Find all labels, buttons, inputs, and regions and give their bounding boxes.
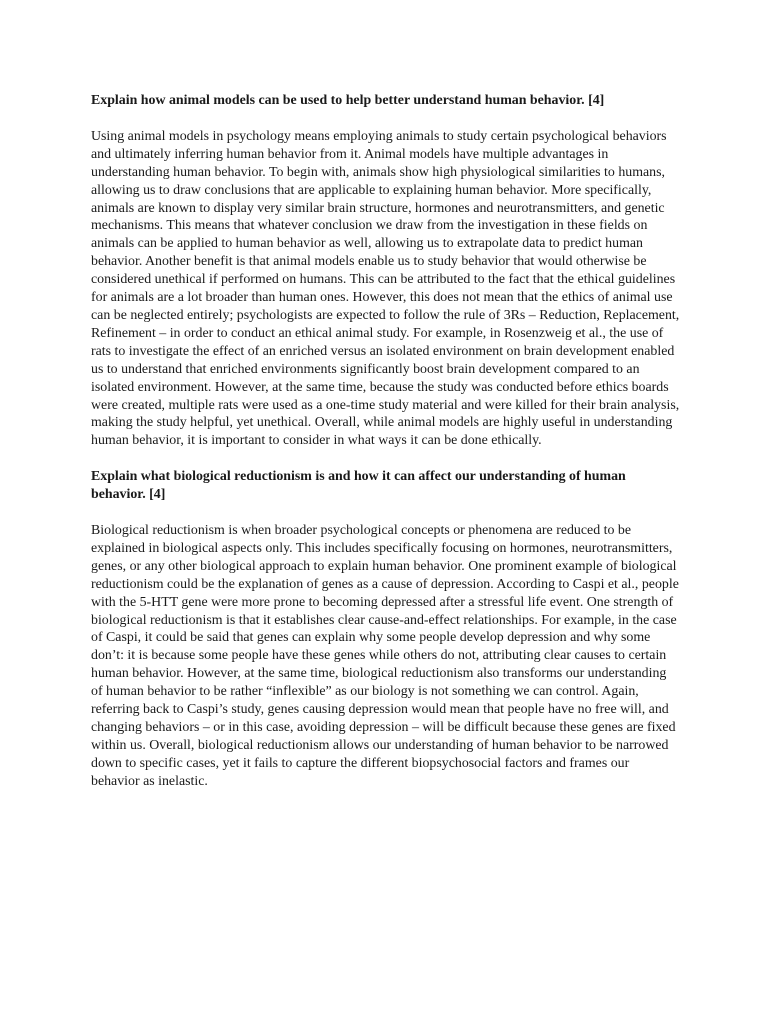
answer-paragraph: Biological reductionism is when broader psychological concepts or phenomena are reduced to be explained in biological aspects only. This includes specifically focusing on hormones, neurotransmitters, genes, or any other biological approach to explain human behavior. One prominent example of biological reductionism could be the explanation of genes as a cause of depression. According to Caspi et al., people with the 5-HTT gene were more prone to becoming depressed after a stressful life event. One strength of biological reductionism is that it establishes clear cause-and-effect relationships. For example, in the case of Caspi, it could be said that genes can explain why some people develop depression and why some don’t: it is because some people have these genes while others do not, attributing clear causes to certain human behavior. However, at the same time, biological reductionism also transforms our understanding of human behavior to be rather “inflexible” as our biology is not something we can control. Again, referring back to Caspi’s study, genes causing depression would mean that people have no free will, and changing behaviors – or in this case, avoiding depression – will be difficult because these genes are fixed within us. Overall, biological reductionism allows our understanding of human behavior to be narrowed down to specific cases, yet it fails to capture the different biopsychosocial factors and frames our behavior as inelastic.: [91, 523, 679, 789]
question-heading: Explain how animal models can be used to help better understand human behavior. [4]: [91, 93, 605, 108]
question-heading: Explain what biological reductionism is and how it can affect our understanding of human behavior. [4]: [91, 469, 626, 503]
document-body: [91, 92, 681, 791]
answer-paragraph: Using animal models in psychology means employing animals to study certain psychological behaviors and ultimately inferring human behavior from it. Animal models have multiple advantages in understanding human behavior. To begin with, animals show high physiological similarities to humans, allowing us to draw conclusions that are applicable to explaining human behavior. More specifically, animals are known to display very similar brain structure, hormones and neurotransmitters, and genetic mechanisms. This means that whatever conclusion we draw from the investigation in these fields on animals can be applied to human behavior as well, allowing us to extrapolate data to predict human behavior. Another benefit is that animal models enable us to study behavior that would otherwise be considered unethical if performed on humans. This can be attributed to the fact that the ethical guidelines for animals are a lot broader than human ones. However, this does not mean that the ethics of animal use can be neglected entirely; psychologists are expected to follow the rule of 3Rs – Reduction, Replacement, Refinement – in order to conduct an ethical animal study. For example, in Rosenzweig et al., the use of rats to investigate the effect of an enriched versus an isolated environment on brain development enabled us to understand that enriched environments significantly boost brain development compared to an isolated environment. However, at the same time, because the study was conducted before ethics boards were created, multiple rats were used as a one-time study material and were killed for their brain analysis, making the study helpful, yet unethical. Overall, while animal models are highly useful in understanding human behavior, it is important to consider in what ways it can be done ethically.: [91, 128, 680, 449]
